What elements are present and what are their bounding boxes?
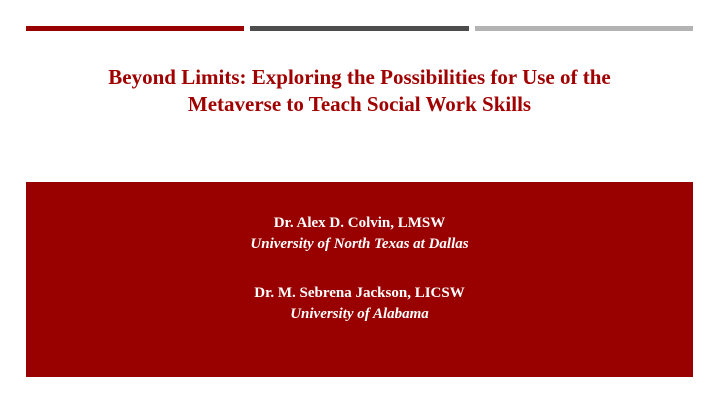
author-name: Dr. Alex D. Colvin, LMSW: [273, 215, 446, 231]
accent-bar-light-gray: [475, 26, 693, 31]
slide-title-line-2: Metaverse to Teach Social Work Skills: [187, 92, 532, 116]
author-panel: [26, 182, 693, 377]
author-affiliation: University of North Texas at Dallas: [250, 236, 469, 252]
accent-bar-crimson: [26, 26, 244, 31]
slide-title-line-1: Beyond Limits: Exploring the Possibilities for Use of the: [108, 65, 611, 89]
slide-title: [26, 64, 693, 118]
accent-bar-dark-gray: [250, 26, 469, 31]
author-affiliation: University of Alabama: [290, 306, 429, 322]
author-block-2: [26, 283, 693, 325]
author-name: Dr. M. Sebrena Jackson, LICSW: [254, 285, 465, 301]
author-block-1: [26, 213, 693, 255]
